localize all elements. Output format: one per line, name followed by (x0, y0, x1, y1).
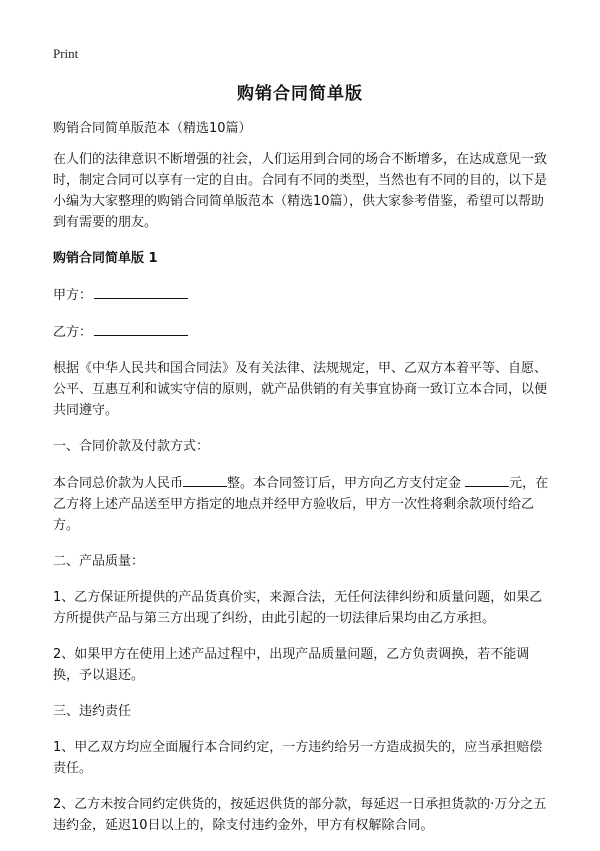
party-a-blank (94, 284, 188, 299)
total-price-blank (183, 472, 227, 487)
clause1-text-b: 整。本合同签订后，甲方向乙方支付定金 (227, 476, 466, 491)
clause3-heading: 三、违约责任 (53, 704, 132, 719)
document-subtitle: 购销合同简单版范本（精选10篇） (53, 121, 252, 136)
clause2-heading: 二、产品质量： (53, 554, 145, 569)
preamble-paragraph: 根据《中华人民共和国合同法》及有关法律、法规规定，甲、乙双方本着平等、自愿、公平、互惠互利和诚实守信的原则，就产品供销的有关事宜协商一致订立本合同，以便共同遵守。 (53, 361, 548, 418)
document-body (53, 118, 553, 851)
clause1-paragraph (53, 472, 553, 536)
party-b-line (53, 321, 553, 343)
clause1-text-c: 元，在乙方将上述产品送至甲方指定的地点并经甲方验收后，甲方一次性将剩余款项付给乙方。 (53, 476, 549, 533)
clause3-item1: 1、甲乙双方均应全面履行本合同约定，一方违约给另一方造成损失的，应当承担赔偿责任。 (53, 740, 543, 776)
print-link[interactable]: Print (53, 46, 79, 61)
clause1-text-a: 本合同总价款为人民币 (53, 476, 184, 491)
party-b-blank (94, 321, 188, 336)
party-a-label: 甲方： (53, 288, 93, 303)
clause2-item2: 2、如果甲方在使用上述产品过程中，出现产品质量问题，乙方负责调换，若不能调换，予以退还。 (53, 647, 530, 683)
intro-paragraph: 在人们的法律意识不断增强的社会，人们运用到合同的场合不断增多，在达成意见一致时，制定合同可以享有一定的自由。合同有不同的类型，当然也有不同的目的，以下是小编为大家整理的购销合同简单版范本（精选10篇），供大家参考借鉴，希望可以帮助到有需要的朋友。 (53, 152, 548, 230)
party-a-line (53, 284, 553, 306)
clause3-item2: 2、乙方未按合同约定供货的，按延迟供货的部分款，每延迟一日承担货款的·万分之五违约金，延迟10日以上的，除支付违约金外，甲方有权解除合同。 (53, 797, 547, 833)
document-title: 购销合同简单版 (237, 84, 363, 104)
clause2-item1: 1、乙方保证所提供的产品货真价实，来源合法，无任何法律纠纷和质量问题，如果乙方所提供产品与第三方出现了纠纷，由此引起的一切法律后果均由乙方承担。 (53, 590, 543, 626)
deposit-blank (465, 472, 509, 487)
clause1-heading: 一、合同价款及付款方式： (53, 439, 210, 454)
party-b-label: 乙方： (53, 325, 93, 340)
section-heading: 购销合同简单版 1 (53, 251, 158, 266)
